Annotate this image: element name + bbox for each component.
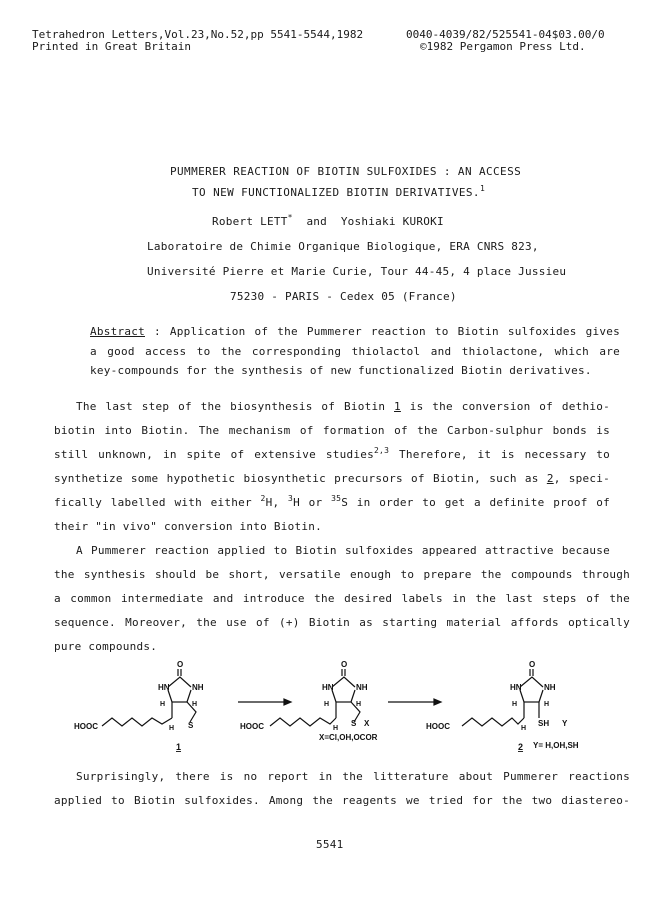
atom-hn: HN — [322, 683, 334, 692]
para2-line-2: the synthesis should be short, versatile enough to prepare the compounds through — [54, 568, 630, 581]
atom-nh: NH — [192, 683, 204, 692]
ref-2-3: 2,3 — [373, 446, 390, 455]
isotope-3: 3 — [288, 494, 294, 503]
para1-line-2: biotin into Biotin. The mechanism of formation of the Carbon-sulphur bonds is — [54, 424, 610, 437]
abstract-text-1: : Application of the Pummerer reaction to Biotin sulfoxides gives — [144, 325, 620, 338]
atom-o: O — [341, 660, 348, 669]
para1-text: The last step of the biosynthesis of Biotin — [76, 400, 395, 413]
substituent-y-values: Y= H,OH,SH — [533, 741, 579, 750]
compound-number-2: 2 — [518, 742, 524, 752]
para1-text: S in order to get a definite proof of — [341, 496, 610, 509]
author-1: Robert LETT — [212, 215, 288, 228]
atom-s: S — [188, 721, 194, 730]
substituent-x-values: X=Cl,OH,OCOR — [319, 733, 378, 742]
hooc-group: HOOC — [240, 722, 264, 731]
biotin-structure-2 — [270, 669, 360, 726]
para1-line-6: their "in vivo" conversion into Biotin. — [54, 520, 323, 533]
isotope-2: 2 — [260, 494, 266, 503]
atom-h: H — [333, 725, 339, 732]
atom-h: H — [544, 701, 550, 708]
affiliation-line-2: Université Pierre et Marie Curie, Tour 44-45, 4 place Jussieu — [147, 265, 567, 278]
atom-h: H — [169, 725, 175, 732]
para1-text: , speci- — [553, 472, 610, 485]
atom-h: H — [160, 701, 166, 708]
para1-line-3 — [54, 448, 610, 461]
biotin-structure-1 — [102, 669, 196, 726]
para2-line-3: a common intermediate and introduce the desired labels in the last steps of the — [54, 592, 630, 605]
abstract-line-2: a good access to the corresponding thiolactol and thiolactone, which are — [90, 345, 620, 358]
para1-text: synthetize some hypothetic biosynthetic precursors of Biotin, such as — [54, 472, 547, 485]
reaction-arrow-2 — [388, 699, 441, 705]
atom-o: O — [177, 660, 184, 669]
atom-nh: NH — [356, 683, 368, 692]
atom-hn: HN — [158, 683, 170, 692]
biotin-labels-1 — [74, 660, 204, 752]
title-line-2 — [192, 186, 485, 199]
compound-number-1: 1 — [176, 742, 182, 752]
group-sh: SH — [538, 719, 550, 728]
abstract-line-1 — [90, 325, 620, 338]
compound-ref-1: 1 — [394, 400, 401, 413]
para3-line-2: applied to Biotin sulfoxides. Among the reagents we tried for the two diastereo- — [54, 794, 630, 807]
para1-text: H, — [265, 496, 289, 509]
printed-in: Printed in Great Britain — [32, 40, 191, 53]
isotope-35: 35 — [331, 494, 342, 503]
para2-line-1: A Pummerer reaction applied to Biotin sulfoxides appeared attractive because — [76, 544, 610, 557]
hooc-group: HOOC — [74, 722, 98, 731]
para1-text: is the conversion of dethio- — [400, 400, 610, 413]
para1-line-4 — [54, 472, 610, 485]
title-line-2-text: TO NEW FUNCTIONALIZED BIOTIN DERIVATIVES. — [192, 186, 480, 199]
para1-text: Therefore, it is necessary to — [389, 448, 610, 461]
para1-text: still unknown, in spite of extensive studies — [54, 448, 374, 461]
atom-nh: NH — [544, 683, 556, 692]
abstract-label: Abstract — [90, 325, 145, 338]
biotin-labels-3 — [426, 660, 579, 752]
atom-h: H — [324, 701, 330, 708]
atom-h: H — [356, 701, 362, 708]
para2-line-5: pure compounds. — [54, 640, 158, 653]
para3-line-1: Surprisingly, there is no report in the litterature about Pummerer reactions — [76, 770, 630, 783]
article-code: 0040-4039/82/525541-04$03.00/0 — [406, 28, 605, 41]
reaction-scheme — [70, 656, 620, 756]
affiliation-line-1: Laboratoire de Chimie Organique Biologique, ERA CNRS 823, — [147, 240, 539, 253]
group-x: X — [364, 719, 370, 728]
abstract-line-3: key-compounds for the synthesis of new functionalized Biotin derivatives. — [90, 364, 592, 377]
para1-text: fically labelled with either — [54, 496, 261, 509]
group-y: Y — [562, 719, 568, 728]
copyright: ©1982 Pergamon Press Ltd. — [420, 40, 586, 53]
compound-ref-2: 2 — [546, 472, 554, 485]
para1-text: H or — [293, 496, 332, 509]
biotin-structure-3 — [462, 669, 543, 726]
authors — [212, 215, 444, 228]
page-number: 5541 — [316, 838, 344, 851]
title-line-1: PUMMERER REACTION OF BIOTIN SULFOXIDES : AN ACCESS — [170, 165, 522, 178]
atom-h: H — [521, 725, 527, 732]
atom-h: H — [192, 701, 198, 708]
atom-hn: HN — [510, 683, 522, 692]
atom-o: O — [529, 660, 536, 669]
author-2: Yoshiaki KUROKI — [340, 215, 444, 228]
title-footnote-ref: 1 — [479, 184, 486, 193]
hooc-group: HOOC — [426, 722, 450, 731]
affiliation-line-3: 75230 - PARIS - Cedex 05 (France) — [230, 290, 457, 303]
biotin-labels-2 — [240, 660, 378, 742]
atom-s: S — [351, 719, 357, 728]
para1-line-5 — [54, 496, 610, 509]
author-and: and — [306, 215, 328, 228]
atom-h: H — [512, 701, 518, 708]
para2-line-4: sequence. Moreover, the use of (+) Biotin as starting material affords optically — [54, 616, 630, 629]
reaction-arrow-1 — [238, 699, 291, 705]
corresponding-mark: * — [287, 213, 293, 222]
para1-line-1 — [76, 400, 610, 413]
journal-citation: Tetrahedron Letters,Vol.23,No.52,pp 5541-5544,1982 — [32, 28, 364, 41]
